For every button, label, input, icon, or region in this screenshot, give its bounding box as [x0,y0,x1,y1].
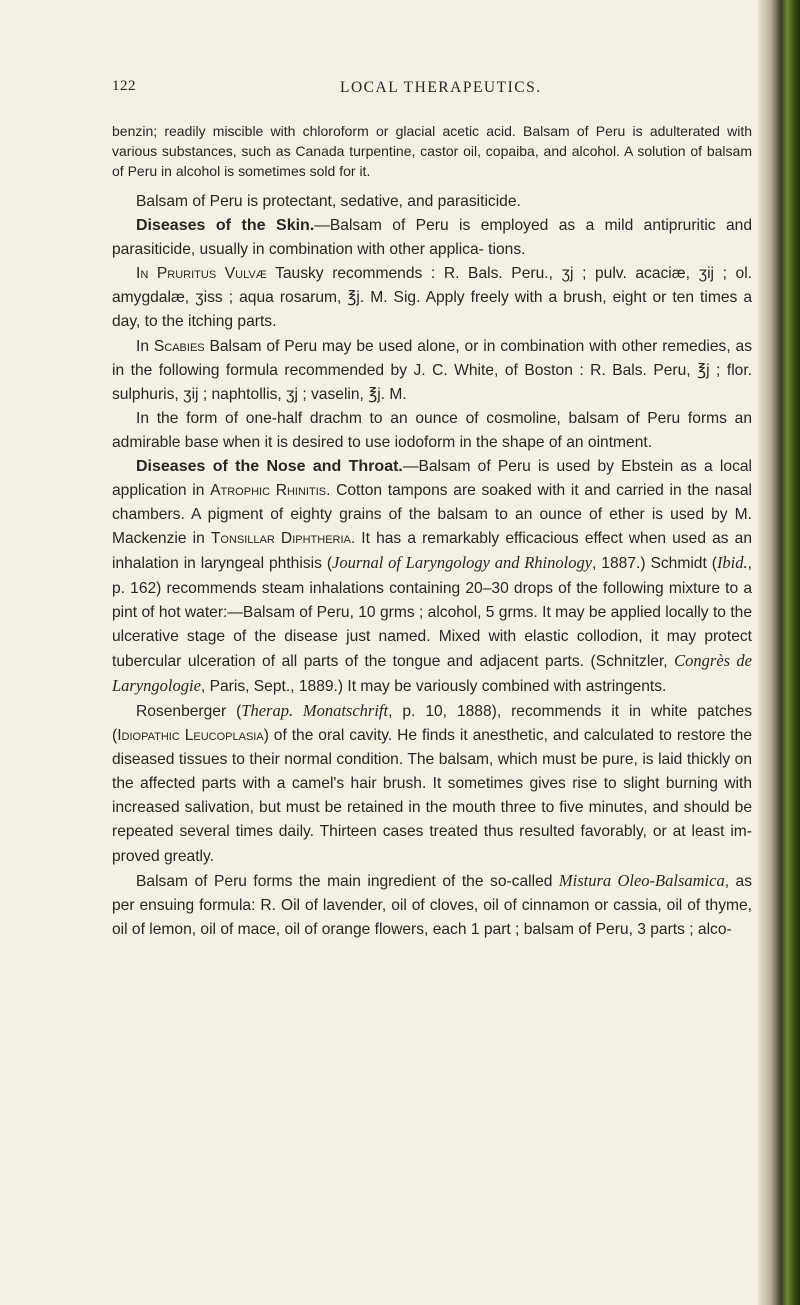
running-title: LOCAL THERAPEUTICS. [340,79,542,96]
paragraph-properties: Balsam of Peru is protectant, sedative, and parasiticide. [136,193,521,210]
paragraph-nose-throat: Diseases of the Nose and Throat.—Balsam of Peru is used by Ebstein as a local application in Atrophic Rhinitis. Cotton tampons are soaked with it and carried in the nasal chambers. A pigment of eighty grains of the balsam to an ounce of ether is used by M. Mackenzie in Tonsillar Diphtheria. It has a remarkably efficacious effect when used as an inhalation in laryngeal phthisis (Journal of Laryngology and Rhinology, 1887.) Schmidt (Ibid., p. 162) recommends steam inhalations containing 20–30 drops of the following mixture to a pint of hot water:—Balsam of Peru, 10 grms ; alcohol, 5 grms. It may be applied locally to the ulcerative stage of the disease just named. Mixed with elastic collodion, it may protect tubercular ulceration of all parts of the tongue and adjacent parts. (Schnitzler, Congrès de Laryngologie, Paris, Sept., 1889.) It may be variously combined with astringents. [112,458,753,695]
term-leucoplasia: Idiopathic Leucoplasia [117,727,264,745]
section-heading-skin: Diseases of the Skin. [136,217,315,235]
intro-paragraph: benzin; readily miscible with chloroform or glacial acetic acid. Balsam of Peru is adulterated with various substances, such as Canada turpentine, castor oil, copaiba, and alcohol. A solution of balsam of Peru in alcohol is sometimes sold for it. [112,123,752,179]
citation-ibid: Ibid. [716,553,748,573]
paragraph-scabies: In Scabies Balsam of Peru may be used alone, or in combination with other remedies, as in the following formula recommended by J. C. White, of Boston : R. Bals. Peru, ℥j ; flor. sulphuris, ʒij ; naphtollis, ʒj ; vaselin, ℥j. M. [112,337,752,403]
section-heading-nose-throat: Diseases of the Nose and Throat. [136,458,403,476]
term-tonsillar-diphtheria: Tonsillar Diphtheria [210,530,351,548]
citation-therap-monatschrift: Therap. Monatschrift [241,700,389,720]
term-atrophic-rhinitis: Atrophic Rhinitis [210,482,327,500]
body-text [112,190,752,942]
term-pruritus-vulvae: In Pruritus Vulvæ [136,265,267,283]
running-head [112,78,740,102]
citation-journal-laryngology: Journal of Laryngology and Rhinology [332,553,593,573]
paragraph-cosmoline: In the form of one-half drachm to an ounce of cosmoline, balsam of Peru forms an admirable base when it is desired to use iodoform in the shape of an ointment. [112,409,752,451]
page-number: 122 [112,78,136,94]
book-edge [758,0,800,1305]
paragraph-pruritus: In Pruritus Vulvæ Tausky recommends : R. Bals. Peru., ʒj ; pulv. acaciæ, ʒij ; ol. amygdalæ, ʒiss ; aqua rosarum, ℥j. M. Sig. Apply freely with a brush, eight or ten times a day, to the itching parts. [112,265,752,331]
paragraph-mistura: Balsam of Peru forms the main ingredient of the so-called Mistura Oleo-Balsamica, as per ensuing formula: R. Oil of lavender, oil of cloves, oil of cinnamon or cassia, oil of thyme, oil of lemon, oil of mace, oil of orange flowers, each 1 part ; balsam of Peru, 3 parts ; alco- [112,870,752,938]
term-scabies: Scabies [153,337,205,355]
paragraph-skin-diseases: Diseases of the Skin.—Balsam of Peru is employed as a mild antipruritic and parasiticide, usually in combination with other applica- tions. [112,217,752,259]
citation-congres: Congrès de Laryngologie [112,650,752,695]
paragraph-rosenberger: Rosenberger (Therap. Monatschrift, p. 10, 1888), recommends it in white patches (Idiopathic Leucoplasia) of the oral cavity. He finds it anesthetic, and calculated to restore the diseased tissues to their normal condition. The balsam, which must be pure, is laid thickly on the affected parts with a camel's hair brush. It sometimes gives rise to slight burning with increased salivation, but must be retained in the mouth three to five minutes, and should be repeated several times daily. Thirteen cases treated thus resulted favorably, or at least im- proved greatly. [112,700,752,865]
term-mistura-oleo-balsamica: Mistura Oleo-Balsamica [558,870,725,890]
